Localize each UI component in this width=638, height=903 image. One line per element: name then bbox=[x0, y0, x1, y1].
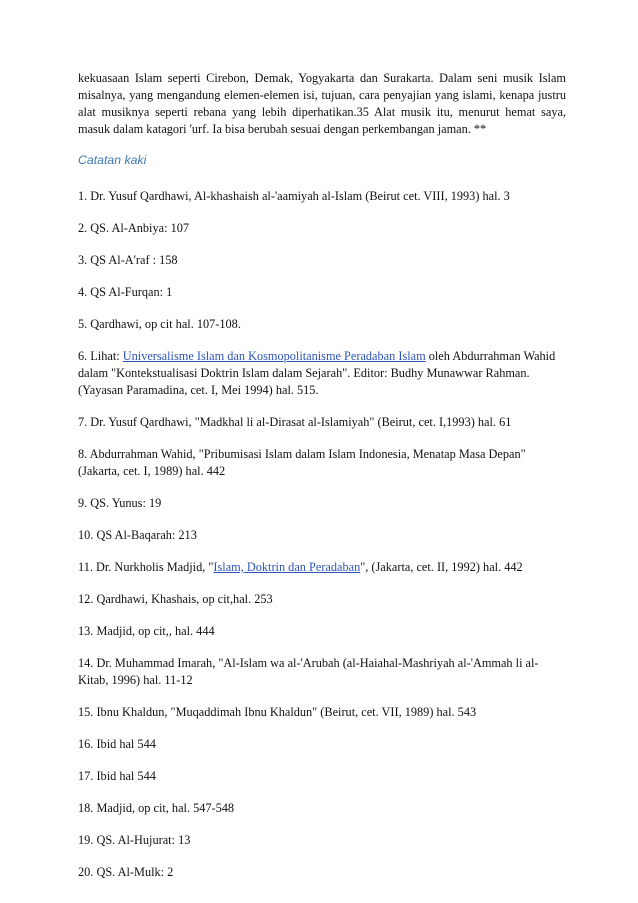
footnote-19: 19. QS. Al-Hujurat: 13 bbox=[78, 833, 191, 847]
footnote-17: 17. Ibid hal 544 bbox=[78, 769, 156, 783]
footnote-11-link[interactable]: Islam, Doktrin dan Peradaban bbox=[213, 560, 361, 574]
footnote-10: 10. QS Al-Baqarah: 213 bbox=[78, 528, 197, 542]
footnote-18: 18. Madjid, op cit, hal. 547-548 bbox=[78, 801, 235, 815]
footnote-6-prefix: 6. Lihat: bbox=[78, 349, 123, 363]
intro-paragraph: kekuasaan Islam seperti Cirebon, Demak, Yogyakarta dan Surakarta. Dalam seni musik Islam misalnya, yang mengandung elemen-elemen isi, tujuan, cara penyajian yang islami, kenapa justru alat musiknya seperti rebana yang lebih diperhatikan.35 Alat musik itu, menurut hemat saya, masuk dalam katagori 'urf. Ia bisa berubah sesuai dengan perkembangan jaman. ** bbox=[78, 71, 566, 136]
footnote-20: 20. QS. Al-Mulk: 2 bbox=[78, 865, 174, 879]
footnote-11 bbox=[78, 559, 566, 576]
footnote-3: 3. QS Al-A'raf : 158 bbox=[78, 253, 178, 267]
footnote-13: 13. Madjid, op cit,, hal. 444 bbox=[78, 624, 215, 638]
footnote-6 bbox=[78, 348, 566, 399]
footnote-11-prefix: 11. Dr. Nurkholis Madjid, " bbox=[78, 560, 214, 574]
footnote-6-link[interactable]: Universalisme Islam dan Kosmopolitanisme Peradaban Islam bbox=[122, 349, 426, 363]
footnote-8: 8. Abdurrahman Wahid, "Pribumisasi Islam dalam Islam Indonesia, Menatap Masa Depan" (Jakarta, cet. I, 1989) hal. 442 bbox=[78, 447, 526, 478]
footnote-14: 14. Dr. Muhammad Imarah, "Al-Islam wa al-'Arubah (al-Haiahal-Mashriyah al-'Ammah li al-Kitab, 1996) hal. 11-12 bbox=[78, 656, 539, 687]
footnote-6-suffix: oleh Abdurrahman Wahid dalam "Kontekstualisasi Doktrin Islam dalam Sejarah". Editor: Budhy Munawwar Rahman. (Yayasan Paramadina, cet. I, Mei 1994) hal. 515. bbox=[78, 349, 556, 397]
footnote-12: 12. Qardhawi, Khashais, op cit,hal. 253 bbox=[78, 592, 273, 606]
footnote-9: 9. QS. Yunus: 19 bbox=[78, 496, 162, 510]
footnote-4: 4. QS Al-Furqan: 1 bbox=[78, 285, 173, 299]
footnote-1: 1. Dr. Yusuf Qardhawi, Al-khashaish al-'aamiyah al-Islam (Beirut cet. VIII, 1993) hal. 3 bbox=[78, 189, 510, 203]
footnote-5: 5. Qardhawi, op cit hal. 107-108. bbox=[78, 317, 241, 331]
footnotes-heading: Catatan kaki bbox=[78, 153, 147, 167]
footnote-2: 2. QS. Al-Anbiya: 107 bbox=[78, 221, 190, 235]
footnote-7: 7. Dr. Yusuf Qardhawi, "Madkhal li al-Dirasat al-Islamiyah" (Beirut, cet. I,1993) hal. 61 bbox=[78, 415, 512, 429]
footnote-16: 16. Ibid hal 544 bbox=[78, 737, 156, 751]
footnote-15: 15. Ibnu Khaldun, "Muqaddimah Ibnu Khaldun" (Beirut, cet. VII, 1989) hal. 543 bbox=[78, 705, 477, 719]
document-page bbox=[78, 70, 566, 896]
footnote-11-suffix: ", (Jakarta, cet. II, 1992) hal. 442 bbox=[360, 560, 523, 574]
